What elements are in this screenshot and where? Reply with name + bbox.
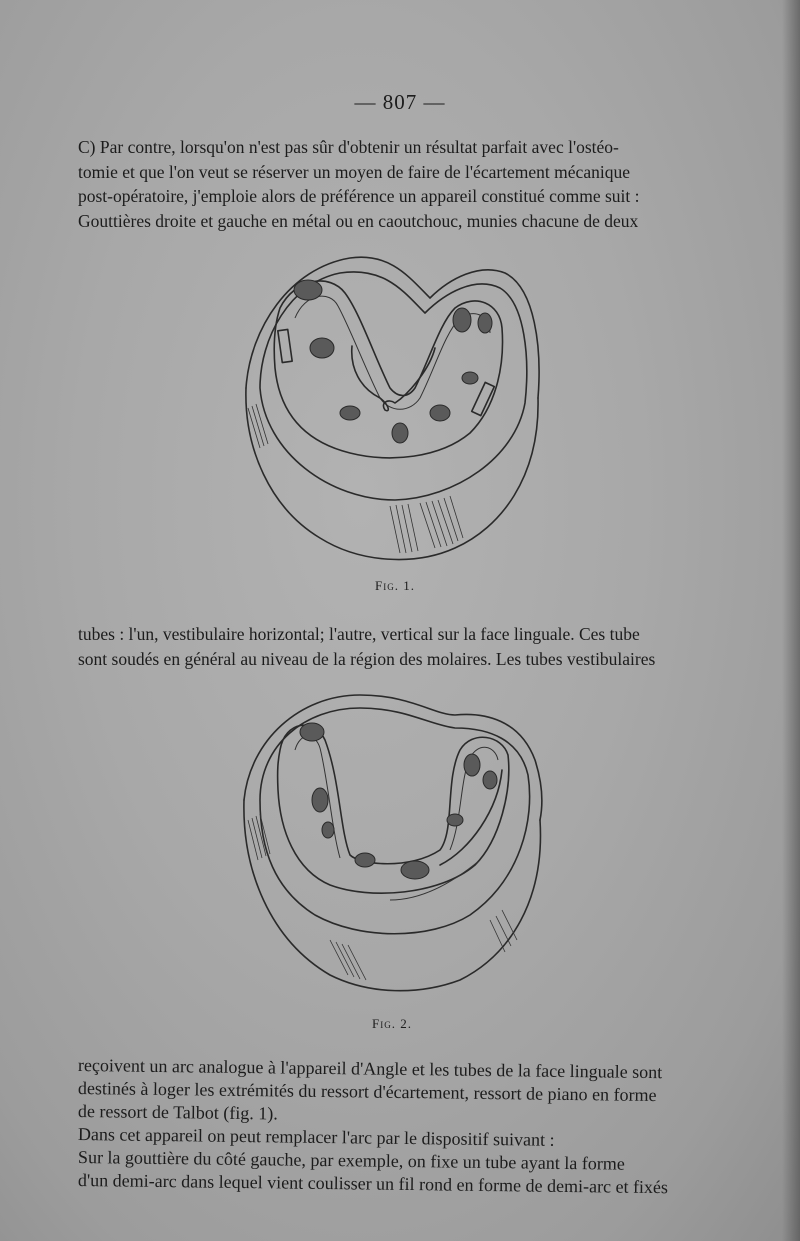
text-line: destinés à loger les extrémités du ressort d'écartement, ressort de piano en forme bbox=[77, 1078, 657, 1106]
figure-2-caption: Fig. 2. bbox=[372, 1016, 412, 1031]
paragraph-intro bbox=[78, 135, 724, 233]
text-line: de ressort de Talbot (fig. 1). bbox=[77, 1101, 278, 1124]
text-line: sont soudés en général au niveau de la région des molaires. Les tubes vestibulaires bbox=[78, 648, 656, 669]
text-line: post-opératoire, j'emploie alors de préférence un appareil constitué comme suit : bbox=[78, 186, 640, 206]
text-line: tubes : l'un, vestibulaire horizontal; l'autre, vertical sur la face linguale. Ces tube bbox=[78, 624, 640, 644]
text-line: reçoivent un arc analogue à l'appareil d'Angle et les tubes de la face linguale sont bbox=[77, 1055, 663, 1083]
text-line: Sur la gouttière du côté gauche, par exemple, on fixe un tube ayant la forme bbox=[77, 1147, 625, 1174]
figure-1-caption: Fig. 1. bbox=[375, 578, 415, 593]
text-line: C) Par contre, lorsqu'on n'est pas sûr d'obtenir un résultat parfait avec l'ostéo- bbox=[78, 137, 619, 157]
text-line: tomie et que l'on veut se réserver un moyen de faire de l'écartement mécanique bbox=[78, 161, 630, 182]
paragraph-tubes bbox=[78, 622, 726, 671]
text-line: Gouttières droite et gauche en métal ou en caoutchouc, munies chacune de deux bbox=[78, 210, 639, 231]
figure-2-dental-cast-illustration bbox=[240, 690, 550, 1010]
text-line: Dans cet appareil on peut remplacer l'arc par le dispositif suivant : bbox=[77, 1124, 555, 1150]
page-number: — 807 — bbox=[354, 90, 446, 114]
text-line: d'un demi-arc dans lequel vient coulisser un fil rond en forme de demi-arc et fixés bbox=[77, 1170, 669, 1198]
figure-1-dental-cast-illustration bbox=[240, 248, 550, 573]
paragraph-arc bbox=[77, 1054, 726, 1198]
